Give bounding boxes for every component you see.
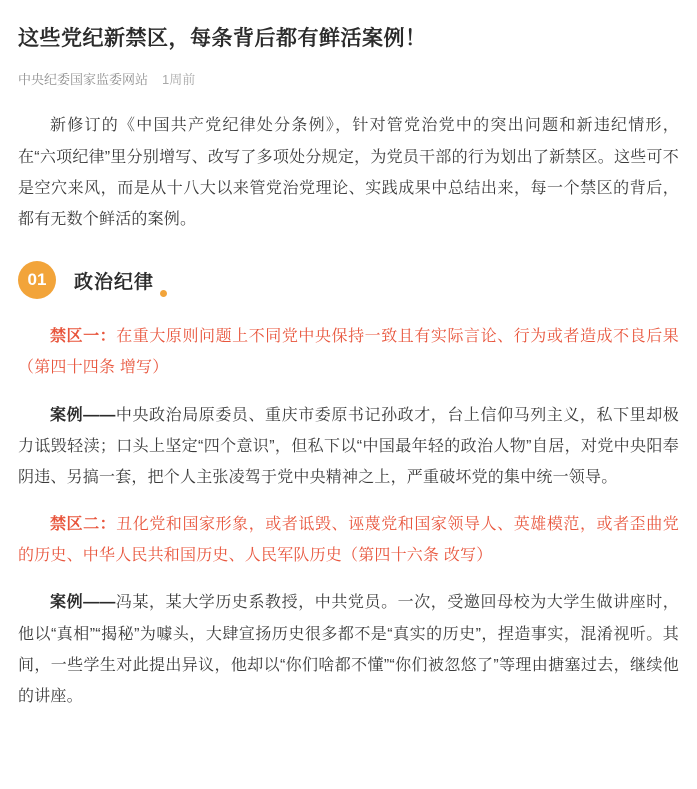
case-2 <box>18 587 679 712</box>
case-2-text: 冯某，某大学历史系教授，中共党员。一次，受邀回母校为大学生做讲座时，他以“真相”“揭秘”为噱头，大肆宣扬历史很多都不是“真实的历史”，捏造事实，混淆视听。其间，一些学生对此提出异议，他却以“你们啥都不懂”“你们被忽悠了”等理由搪塞过去，继续他的讲座。 <box>18 594 679 706</box>
forbidden-zone-1-lead: 禁区一： <box>50 328 117 346</box>
case-1-text: 中央政治局原委员、重庆市委原书记孙政才，台上信仰马列主义，私下里却极力诋毁轻渎；口头上坚定“四个意识”，但私下以“中国最年轻的政治人物”自居，对党中央阳奉阴违、另搞一套，把个人主张凌驾于党中央精神之上，严重破坏党的集中统一领导。 <box>18 406 679 486</box>
case-1 <box>18 400 679 494</box>
article-source: 中央纪委国家监委网站 <box>18 72 149 88</box>
forbidden-zone-2-text: 丑化党和国家形象，或者诋毁、诬蔑党和国家领导人、英雄模范，或者歪曲党的历史、中华人民共和国历史、人民军队历史（第四十六条 改写） <box>18 516 679 565</box>
article-meta <box>18 69 679 88</box>
section-title: 政治纪律 <box>74 271 155 293</box>
forbidden-zone-1-text: 在重大原则问题上不同党中央保持一致且有实际言论、行为或者造成不良后果（第四十四条 增写） <box>18 328 679 377</box>
forbidden-zone-2-lead: 禁区二： <box>50 516 117 534</box>
forbidden-zone-1 <box>18 321 679 383</box>
forbidden-zone-2 <box>18 509 679 571</box>
article-intro-paragraph: 新修订的《中国共产党纪律处分条例》，针对管党治党中的突出问题和新违纪情形，在“六项纪律”里分别增写、改写了多项处分规定，为党员干部的行为划出了新禁区。这些可不是空穴来风，而是从十八大以来管党治党理论、实践成果中总结出来，每一个禁区的背后，都有无数个鲜活的案例。 <box>18 117 679 228</box>
page-title: 这些党纪新禁区，每条背后都有鲜活案例！ <box>18 27 427 50</box>
case-1-lead: 案例—— <box>50 406 116 424</box>
case-2-lead: 案例—— <box>50 594 116 612</box>
article-timestamp: 1周前 <box>162 72 196 88</box>
section-heading-01 <box>18 261 679 299</box>
section-number-badge: 01 <box>18 261 56 299</box>
decorative-dot-icon <box>160 290 167 297</box>
